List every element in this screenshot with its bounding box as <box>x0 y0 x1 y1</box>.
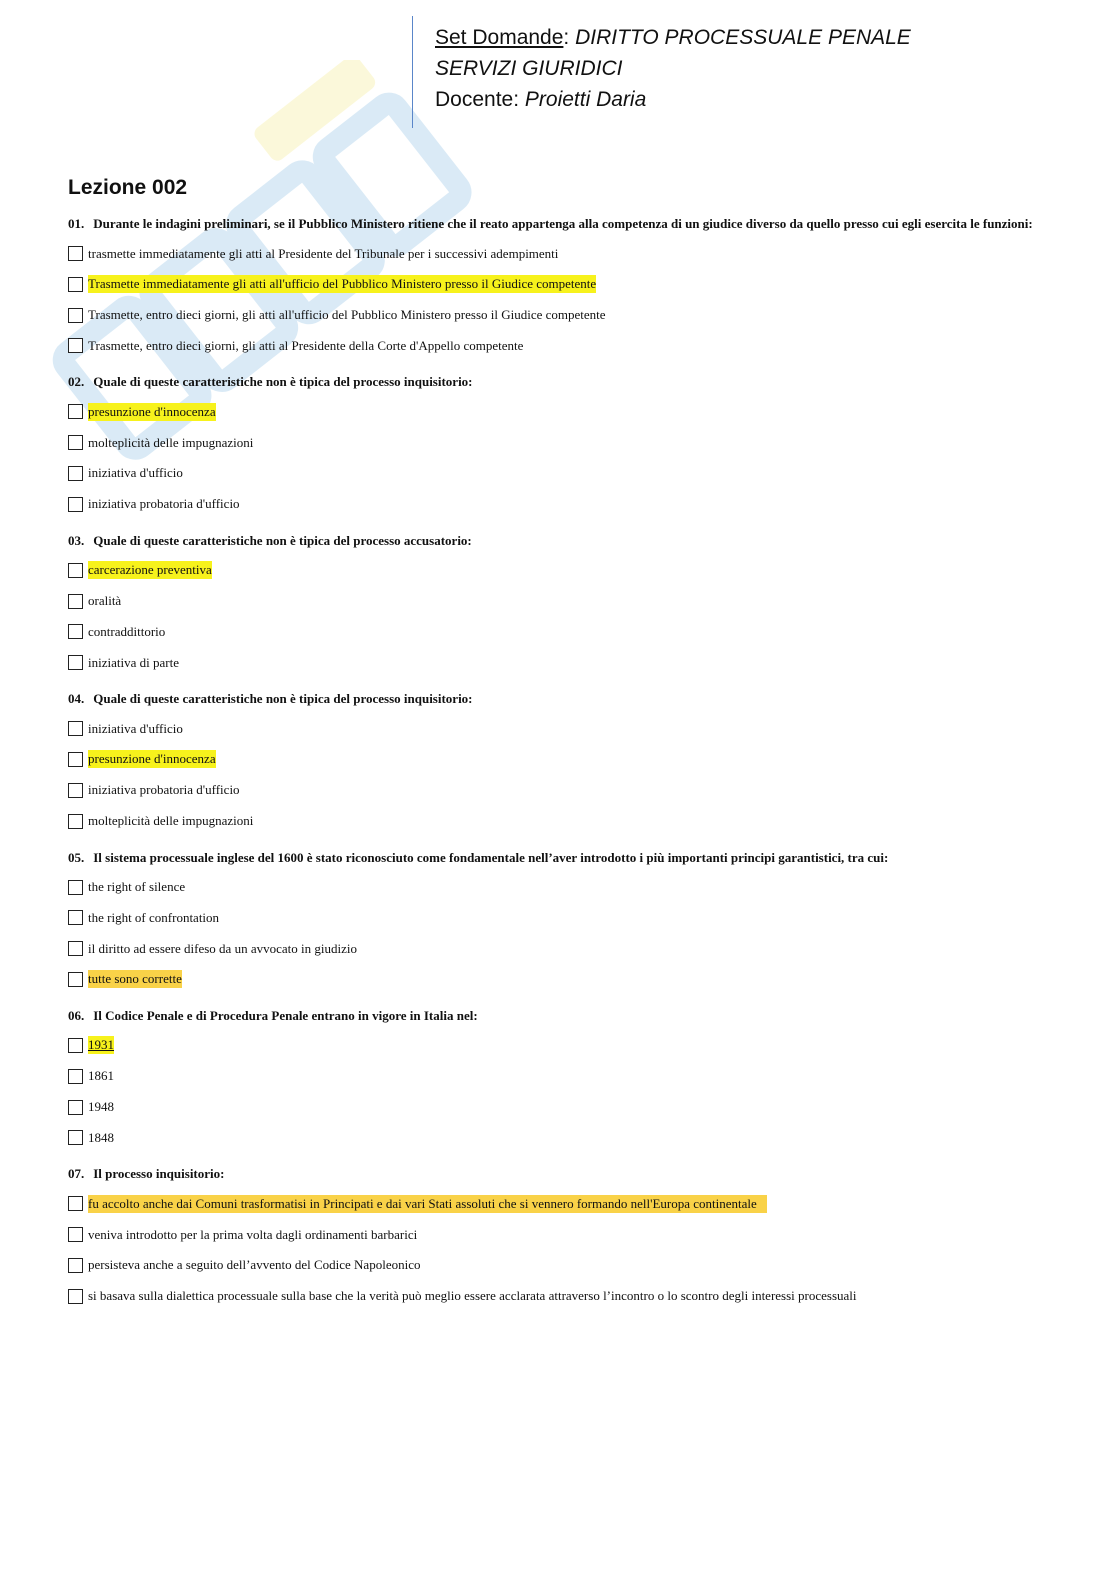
answer-checkbox[interactable] <box>68 1130 83 1145</box>
answer-option[interactable] <box>68 245 1058 262</box>
answer-checkbox[interactable] <box>68 1069 83 1084</box>
lesson-title: Lezione 002 <box>68 176 188 199</box>
answer-checkbox[interactable] <box>68 308 83 323</box>
answer-checkbox[interactable] <box>68 277 83 292</box>
answer-option[interactable] <box>68 593 1058 610</box>
answer-text: oralità <box>88 593 122 609</box>
answer-text: iniziativa d'ufficio <box>88 465 183 481</box>
answer-text: presunzione d'innocenza <box>88 403 216 419</box>
answer-checkbox[interactable] <box>68 655 83 670</box>
answer-text: 1948 <box>88 1099 114 1115</box>
question-label: Quale di queste caratteristiche non è tipica del processo inquisitorio: <box>93 691 473 707</box>
answer-text: Trasmette, entro dieci giorni, gli atti all'ufficio del Pubblico Ministero presso il Giudice competente <box>88 307 606 323</box>
answer-option[interactable] <box>68 909 1058 926</box>
answer-checkbox[interactable] <box>68 1289 83 1304</box>
answer-checkbox[interactable] <box>68 497 83 512</box>
answer-text: il diritto ad essere difeso da un avvocato in giudizio <box>88 940 357 956</box>
answer-text: presunzione d'innocenza <box>88 751 216 767</box>
question-block <box>68 850 1058 988</box>
answer-checkbox[interactable] <box>68 246 83 261</box>
question-list <box>68 216 1058 1325</box>
answer-checkbox[interactable] <box>68 783 83 798</box>
question-text <box>68 691 1058 706</box>
answer-option[interactable] <box>68 623 1058 640</box>
answer-option[interactable] <box>68 434 1058 451</box>
question-number: 01. <box>68 216 85 231</box>
question-number: 07. <box>68 1166 85 1182</box>
question-label: Durante le indagini preliminari, se il Pubblico Ministero ritiene che il reato appartenga alla competenza di un giudice diverso da quello presso cui egli esercita le funzioni: <box>93 216 1033 231</box>
teacher-label: Docente: <box>435 88 520 111</box>
answer-checkbox[interactable] <box>68 1258 83 1273</box>
answer-text: 1848 <box>88 1129 114 1145</box>
answer-text: iniziativa probatoria d'ufficio <box>88 496 240 512</box>
question-label: Quale di queste caratteristiche non è tipica del processo accusatorio: <box>93 532 472 548</box>
answer-option[interactable] <box>68 782 1058 799</box>
answer-option[interactable] <box>68 813 1058 830</box>
answer-option[interactable] <box>68 1288 1058 1305</box>
question-text <box>68 374 1058 389</box>
answer-checkbox[interactable] <box>68 624 83 639</box>
question-number: 03. <box>68 532 85 548</box>
question-number: 06. <box>68 1007 85 1023</box>
answer-option[interactable] <box>68 751 1058 768</box>
answer-option[interactable] <box>68 465 1058 482</box>
answer-checkbox[interactable] <box>68 404 83 419</box>
answer-option[interactable] <box>68 971 1058 988</box>
set-label: Set Domande <box>435 26 564 49</box>
subject-line-1: DIRITTO PROCESSUALE PENALE <box>575 26 911 49</box>
question-text <box>68 216 1058 231</box>
answer-option[interactable] <box>68 720 1058 737</box>
answer-option[interactable] <box>68 940 1058 957</box>
answer-text: iniziativa d'ufficio <box>88 720 183 736</box>
answer-option[interactable] <box>68 1129 1058 1146</box>
question-label: Il processo inquisitorio: <box>93 1166 225 1182</box>
answer-checkbox[interactable] <box>68 1227 83 1242</box>
answer-option[interactable] <box>68 1099 1058 1116</box>
question-block <box>68 374 1058 512</box>
answer-checkbox[interactable] <box>68 814 83 829</box>
answer-text: 1931 <box>88 1037 114 1053</box>
question-block <box>68 691 1058 829</box>
question-text <box>68 1166 1058 1181</box>
answer-checkbox[interactable] <box>68 941 83 956</box>
document-header <box>412 16 911 128</box>
question-text <box>68 850 1058 865</box>
answer-text: tutte sono corrette <box>88 971 182 987</box>
answer-option[interactable] <box>68 654 1058 671</box>
answer-checkbox[interactable] <box>68 435 83 450</box>
answer-option[interactable] <box>68 562 1058 579</box>
question-label: Il sistema processuale inglese del 1600 è stato riconosciuto come fondamentale nell’aver introdotto i più importanti principi garantistici, tra cui: <box>93 849 889 865</box>
answer-option[interactable] <box>68 496 1058 513</box>
answer-checkbox[interactable] <box>68 910 83 925</box>
answer-text: carcerazione preventiva <box>88 562 212 578</box>
answer-checkbox[interactable] <box>68 1100 83 1115</box>
answer-text: veniva introdotto per la prima volta dagli ordinamenti barbarici <box>88 1226 418 1242</box>
answer-checkbox[interactable] <box>68 752 83 767</box>
answer-text: Trasmette immediatamente gli atti all'ufficio del Pubblico Ministero presso il Giudice competente <box>88 276 597 292</box>
answer-text: contraddittorio <box>88 623 166 639</box>
answer-option[interactable] <box>68 337 1058 354</box>
answer-text: si basava sulla dialettica processuale sulla base che la verità può meglio essere acclarata attraverso l’incontro o lo scontro degli interessi processuali <box>88 1288 857 1304</box>
answer-option[interactable] <box>68 1037 1058 1054</box>
answer-checkbox[interactable] <box>68 563 83 578</box>
teacher-name: Proietti Daria <box>524 88 647 111</box>
answer-checkbox[interactable] <box>68 972 83 987</box>
answer-text: iniziativa probatoria d'ufficio <box>88 782 240 798</box>
answer-text: 1861 <box>88 1068 114 1084</box>
question-block <box>68 216 1058 354</box>
answer-text: molteplicità delle impugnazioni <box>88 813 254 829</box>
question-block <box>68 1008 1058 1146</box>
answer-text: iniziativa di parte <box>88 654 179 670</box>
answer-option[interactable] <box>68 1068 1058 1085</box>
answer-checkbox[interactable] <box>68 338 83 353</box>
answer-text: the right of confrontation <box>88 909 220 925</box>
question-text <box>68 1008 1058 1023</box>
answer-option[interactable] <box>68 879 1058 896</box>
answer-text: molteplicità delle impugnazioni <box>88 434 254 450</box>
answer-option[interactable] <box>68 307 1058 324</box>
subject-line-2: SERVIZI GIURIDICI <box>435 57 623 80</box>
question-number: 05. <box>68 849 85 865</box>
answer-checkbox[interactable] <box>68 1038 83 1053</box>
answer-text: trasmette immediatamente gli atti al Presidente del Tribunale per i successivi adempimenti <box>88 245 559 261</box>
answer-text: Trasmette, entro dieci giorni, gli atti al Presidente della Corte d'Appello competente <box>88 337 524 353</box>
set-domande-line: Set Domande: DIRITTO PROCESSUALE PENALE <box>435 26 911 49</box>
answer-checkbox[interactable] <box>68 594 83 609</box>
answer-text: persisteva anche a seguito dell’avvento del Codice Napoleonico <box>88 1257 421 1273</box>
answer-text: fu accolto anche dai Comuni trasformatisi in Principati e dai vari Stati assoluti che si vennero formando nell'Europa continentale <box>88 1195 767 1213</box>
answer-checkbox[interactable] <box>68 466 83 481</box>
answer-checkbox[interactable] <box>68 880 83 895</box>
answer-option[interactable] <box>68 1226 1058 1243</box>
answer-option[interactable] <box>68 276 1058 293</box>
teacher-line <box>435 84 911 115</box>
answer-checkbox[interactable] <box>68 721 83 736</box>
question-text <box>68 533 1058 548</box>
question-number: 04. <box>68 691 85 707</box>
question-number: 02. <box>68 374 85 390</box>
question-label: Il Codice Penale e di Procedura Penale entrano in vigore in Italia nel: <box>93 1007 478 1023</box>
question-block <box>68 1166 1058 1304</box>
answer-text: the right of silence <box>88 879 186 895</box>
answer-checkbox[interactable] <box>68 1196 83 1211</box>
answer-option[interactable] <box>68 1195 1058 1212</box>
answer-option[interactable] <box>68 1257 1058 1274</box>
question-block <box>68 533 1058 671</box>
question-label: Quale di queste caratteristiche non è tipica del processo inquisitorio: <box>93 374 473 390</box>
answer-option[interactable] <box>68 403 1058 420</box>
